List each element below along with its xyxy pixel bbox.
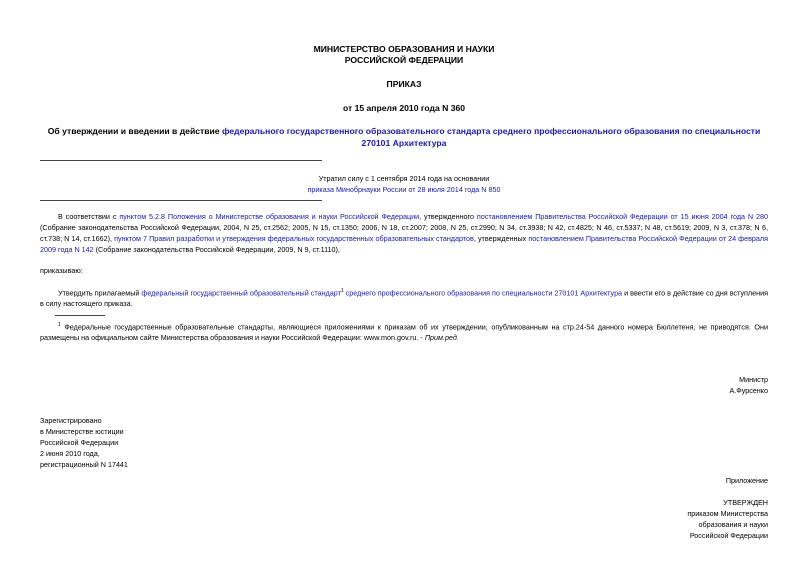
specialty-link[interactable]: среднего профессионального образования по специальности 270101 Архитектура xyxy=(343,288,623,298)
registration-line-5: регистрационный N 17441 xyxy=(40,460,128,469)
registration-line-1: Зарегистрировано xyxy=(40,416,102,425)
registration-line-3: Российской Федерации xyxy=(40,438,119,447)
footnote-text: Федеральные государственные образовательные стандарты, являющиеся приложениями к приказам об их утверждении, опубликованным на стр.24-54 данного номера Бюллетеня, не приводятся. Они размещены на официальном сайте Министерства образования и науки Российской Федерации: www.mon.gov.ru. - xyxy=(40,322,768,343)
footnote xyxy=(40,320,768,343)
appendix-line-1: приказом Министерства xyxy=(687,509,768,518)
doc-type: ПРИКАЗ xyxy=(386,79,422,89)
ministry-line-2: РОССИЙСКОЙ ФЕДЕРАЦИИ xyxy=(344,55,464,65)
approved-label: УТВЕРЖДЕН xyxy=(723,498,768,507)
signature-block xyxy=(729,374,768,396)
appendix-label: Приложение xyxy=(725,476,768,485)
order-paragraph xyxy=(40,286,768,309)
regulation-link[interactable]: пунктом 5.2.8 Положения о Министерстве образования и науки Российской Федерации xyxy=(119,212,420,221)
footnote-ref: 1 xyxy=(340,288,344,294)
footnote-separator xyxy=(55,315,105,316)
registration-block xyxy=(40,415,128,470)
preamble-text-2: , утвержденного xyxy=(419,212,477,221)
signatory-position: Министр xyxy=(739,375,768,384)
order-text-2: и ввести его в действие со дня вступления в силу настоящего приказа. xyxy=(40,288,768,309)
appendix-line-3: Российской Федерации xyxy=(689,531,768,540)
separator-bottom xyxy=(40,200,322,201)
editor-note: Прим.ред. xyxy=(424,333,459,343)
preamble-text-1: В соответствии с xyxy=(58,212,120,221)
title-prefix: Об утверждении и введении в действие xyxy=(47,126,222,136)
registration-line-4: 2 июня 2010 года, xyxy=(40,449,100,458)
status-line: Утратил силу с 1 сентября 2014 года на основании xyxy=(318,174,490,183)
document-title xyxy=(40,125,768,149)
order-word: приказываю: xyxy=(40,266,83,275)
order-text-1: Утвердить прилагаемый xyxy=(58,288,142,298)
signatory-name: А.Фурсенко xyxy=(729,386,768,395)
standard-link[interactable]: федеральный государственный образовательный стандарт xyxy=(141,288,341,298)
separator-top xyxy=(40,160,322,161)
preamble-text-3: (Собрание законодательства Российской Федерации, 2004, N 25, ст.2562; 2005, N 15, ст.1350; 2006, N 18, ст.2007; 2008, N 25, ст.2990; N 34, ст.3938; N 42, ст.4825; N 46, ст.5337; N 48, ст.5619; 2009, N 3, ст.378; N 6, ст.738; N 14, ст.1662), xyxy=(40,223,768,243)
preamble-text-4: , утвержденных xyxy=(473,234,529,243)
appendix-block xyxy=(687,475,768,541)
rules-link[interactable]: пунктом 7 Правил разработки и утверждения федеральных государственных образовательных стандартов xyxy=(114,234,474,243)
registration-line-2: в Министерстве юстиции xyxy=(40,427,124,436)
footnote-mark: 1 xyxy=(58,322,61,328)
appendix-line-2: образования и науки xyxy=(698,520,768,529)
preamble-paragraph xyxy=(40,211,768,255)
repeal-order-link[interactable]: приказа Минобрнауки России от 28 июля 2014 года N 850 xyxy=(307,185,501,194)
decree-142-link[interactable]: постановлением Правительства Российской Федерации от 24 февраля 2009 года N 142 xyxy=(40,234,768,254)
preamble-text-5: (Собрание законодательства Российской Федерации, 2009, N 9, ст.1110), xyxy=(93,245,340,254)
decree-280-link[interactable]: постановлением Правительства Российской Федерации от 15 июня 2004 года N 280 xyxy=(476,212,768,221)
ministry-line-1: МИНИСТЕРСТВО ОБРАЗОВАНИЯ И НАУКИ xyxy=(313,44,495,54)
status-note xyxy=(40,173,768,195)
standard-title-link[interactable]: федерального государственного образовательного стандарта среднего профессионального образования по специальности 270101 Архитектура xyxy=(221,126,761,148)
document-header xyxy=(40,44,768,114)
date-number: от 15 апреля 2010 года N 360 xyxy=(342,103,466,113)
